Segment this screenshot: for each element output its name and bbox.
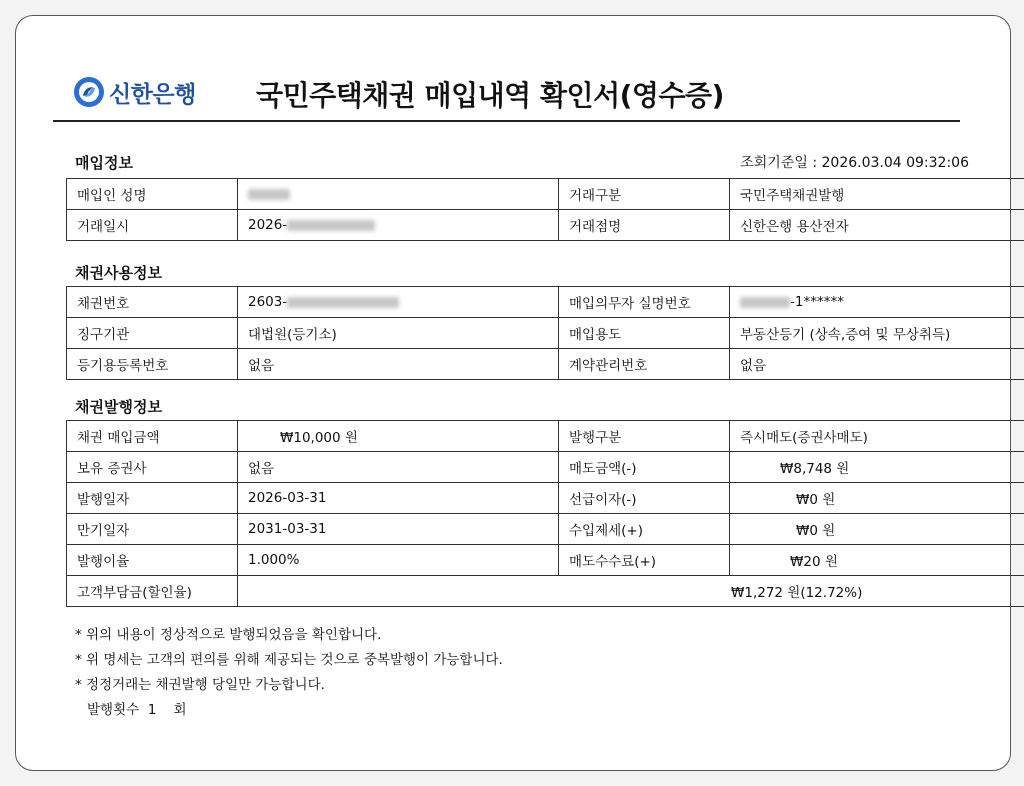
label-cell: 채권 매입금액 (67, 421, 238, 452)
bank-logo (73, 74, 217, 110)
section-title-usage: 채권사용정보 (75, 264, 162, 282)
section-title-purchase: 매입정보 (75, 154, 133, 172)
sale-amount: ₩8,748 원 (780, 461, 850, 477)
value-cell (730, 452, 1024, 483)
issue-count: 발행횟수 1 회 (87, 702, 187, 718)
value-cell: 없음 (238, 452, 559, 483)
sale-fee: ₩20 원 (790, 554, 838, 570)
table-row (67, 514, 1024, 545)
label-cell: 수입제세(+) (559, 514, 730, 545)
table-row (67, 421, 1024, 452)
label-cell: 거래구분 (559, 179, 730, 210)
inquiry-date (740, 152, 969, 172)
label-cell: 매도금액(-) (559, 452, 730, 483)
notes (75, 623, 503, 723)
table-row (67, 179, 1024, 210)
label-cell: 등기용등록번호 (67, 349, 238, 380)
value-cell: 2026-03-31 (238, 483, 559, 514)
value-cell: 신한은행 용산전자 (730, 210, 1024, 241)
id-number-suffix: -1****** (790, 294, 844, 310)
section-title-issuance: 채권발행정보 (75, 398, 162, 416)
label-cell: 계약관리번호 (559, 349, 730, 380)
value-cell (730, 483, 1024, 514)
note-line: * 위의 내용이 정상적으로 발행되었음을 확인합니다. (75, 627, 382, 643)
value-cell: 2031-03-31 (238, 514, 559, 545)
trade-datetime-cell (238, 210, 559, 241)
redacted-datetime (287, 220, 375, 231)
value-cell: 부동산등기 (상속,증여 및 무상취득) (730, 318, 1024, 349)
label-cell: 매입의무자 실명번호 (559, 287, 730, 318)
document-header (53, 70, 960, 122)
label-cell: 거래점명 (559, 210, 730, 241)
table-row (67, 318, 1024, 349)
inquiry-date-label: 조회기준일 : (740, 155, 818, 171)
label-cell: 매도수수료(+) (559, 545, 730, 576)
prepaid-interest: ₩0 원 (796, 492, 836, 508)
bond-number-cell (238, 287, 559, 318)
value-cell (238, 421, 559, 452)
purchase-amount: ₩10,000 원 (280, 430, 358, 446)
label-cell: 선급이자(-) (559, 483, 730, 514)
value-cell: 없음 (238, 349, 559, 380)
label-cell: 고객부담금(할인율) (67, 576, 238, 607)
value-cell: 없음 (730, 349, 1024, 380)
table-row (67, 210, 1024, 241)
label-cell: 발행이율 (67, 545, 238, 576)
note-line: * 정정거래는 채권발행 당일만 가능합니다. (75, 677, 325, 693)
redacted-name (248, 189, 290, 200)
value-cell: 즉시매도(증권사매도) (730, 421, 1024, 452)
label-cell: 발행일자 (67, 483, 238, 514)
table-row (67, 349, 1024, 380)
label-cell: 보유 증권사 (67, 452, 238, 483)
title-divider (53, 120, 960, 122)
issuance-table (66, 420, 1024, 607)
label-cell: 발행구분 (559, 421, 730, 452)
value-cell: 1.000% (238, 545, 559, 576)
table-row (67, 545, 1024, 576)
value-cell (730, 545, 1024, 576)
redacted-bond-number (287, 297, 399, 308)
label-cell: 징구기관 (67, 318, 238, 349)
label-cell: 매입인 성명 (67, 179, 238, 210)
income-tax: ₩0 원 (796, 523, 836, 539)
inquiry-date-value: 2026.03.04 09:32:06 (821, 155, 969, 171)
table-row (67, 576, 1024, 607)
purchase-table (66, 178, 1024, 241)
id-number-cell (730, 287, 1024, 318)
label-cell: 만기일자 (67, 514, 238, 545)
table-row (67, 452, 1024, 483)
label-cell: 매입용도 (559, 318, 730, 349)
value-cell: 국민주택채권발행 (730, 179, 1024, 210)
total-value-cell (238, 576, 1024, 607)
customer-burden-total: ₩1,272 원(12.72%) (731, 585, 863, 601)
shinhan-logo-icon (73, 76, 105, 108)
label-cell: 채권번호 (67, 287, 238, 318)
value-cell: 대법원(등기소) (238, 318, 559, 349)
buyer-name-cell (238, 179, 559, 210)
label-cell: 거래일시 (67, 210, 238, 241)
note-line: * 위 명세는 고객의 편의를 위해 제공되는 것으로 중복발행이 가능합니다. (75, 652, 503, 668)
redacted-id (740, 297, 790, 308)
bank-name: 신한은행 (109, 81, 196, 108)
bond-number-prefix: 2603- (248, 294, 288, 310)
trade-datetime-prefix: 2026- (248, 217, 288, 233)
page-title: 국민주택채권 매입내역 확인서(영수증) (256, 79, 724, 112)
usage-table (66, 286, 1024, 380)
table-row (67, 483, 1024, 514)
table-row (67, 287, 1024, 318)
value-cell (730, 514, 1024, 545)
